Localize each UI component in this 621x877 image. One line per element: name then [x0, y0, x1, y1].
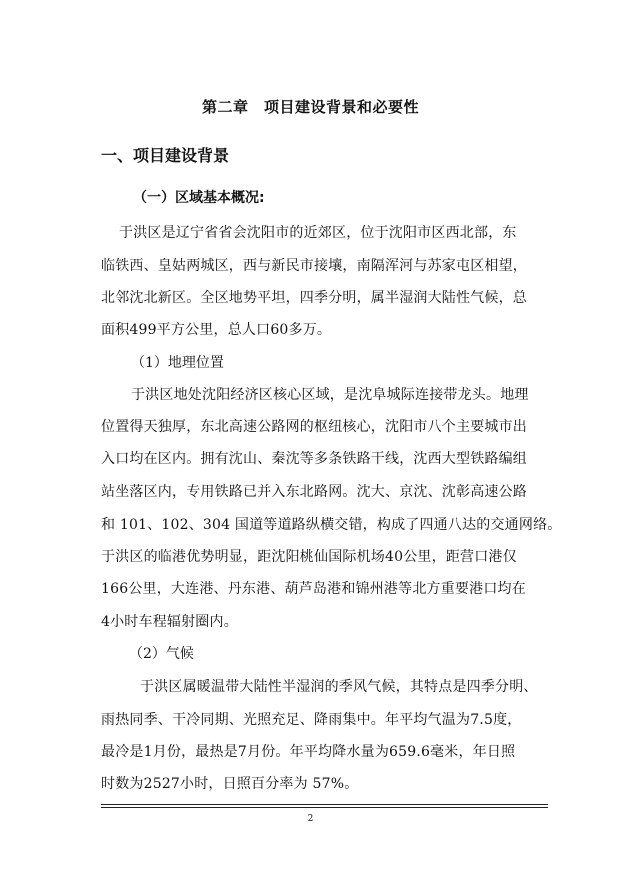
footer-rule: [101, 807, 548, 808]
climate-line: 最冷是1月份，最热是7月份。年平均降水量为659.6毫米，年日照: [101, 744, 516, 760]
chapter-title: 第二章 项目建设背景和必要性: [201, 98, 419, 116]
overview-line: 北邻沈北新区。全区地势平坦，四季分明，属半湿润大陆性气候，总: [101, 290, 527, 306]
geo-line: 位置得天独厚，东北高速公路网的枢纽核心，沈阳市八个主要城市出: [101, 419, 527, 435]
geo-line: 166公里，大连港、丹东港、葫芦岛港和锦州港等北方重要港口均在: [101, 581, 526, 597]
climate-heading: （2）气候: [129, 646, 194, 662]
geo-line: 于洪区的临港优势明显，距沈阳桃仙国际机场40公里，距营口港仅: [101, 549, 517, 565]
section-title: 一、项目建设背景: [101, 146, 230, 165]
geo-line: 站坐落区内，专用铁路已并入东北路网。沈大、京沈、沈彰高速公路: [101, 484, 527, 500]
geo-line: 4小时车程辐射圈内。: [101, 614, 238, 630]
geo-line: 入口均在区内。拥有沈山、秦沈等多条铁路干线，沈西大型铁路编组: [101, 451, 527, 467]
climate-line: 时数为2527小时，日照百分率为 57%。: [101, 776, 359, 792]
footer-rule: [101, 804, 548, 805]
geo-heading: （1）地理位置: [131, 355, 224, 371]
overview-line: 面积499平方公里，总人口60多万。: [101, 322, 332, 338]
subsection-title: （一）区域基本概况:: [133, 190, 265, 206]
overview-line: 临铁西、皇姑两城区，西与新民市接壤，南隔浑河与苏家屯区相望，: [101, 258, 527, 274]
geo-line: 于洪区地处沈阳经济区核心区域，是沈阜城际连接带龙头。地理: [131, 387, 529, 403]
page-number: 2: [307, 814, 314, 824]
climate-line: 雨热同季、干冷同期、光照充足、降雨集中。年平均气温为7.5度，: [101, 712, 522, 728]
overview-line: 于洪区是辽宁省省会沈阳市的近郊区，位于沈阳市区西北部，东: [119, 225, 517, 241]
climate-line: 于洪区属暖温带大陆性半湿润的季风气候，其特点是四季分明、: [140, 679, 538, 695]
geo-line: 和 101、102、304 国道等道路纵横交错，构成了四通八达的交通网络。: [101, 517, 562, 533]
